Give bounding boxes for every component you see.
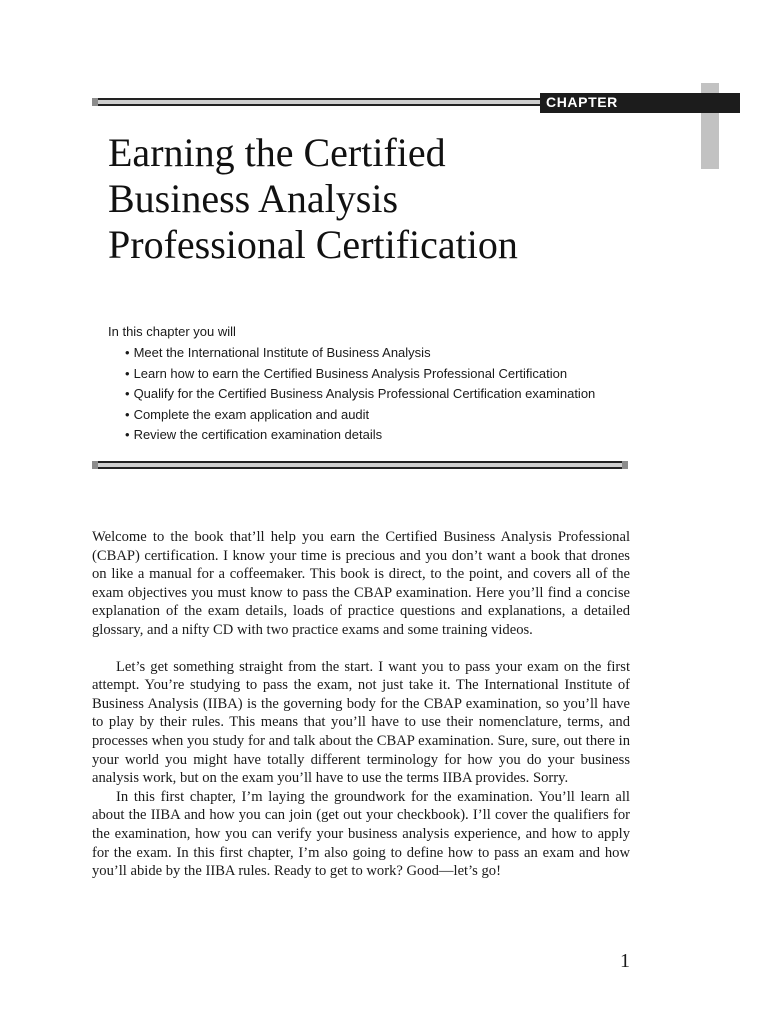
paragraph-pass-exam: Let’s get something straight from the start. I want you to pass your exam on the first attempt. You’re studying to pass the exam, not just take it. The International Institute of Business Analysis (IIBA) is the governing body for the CBAP examination, so you’ll have to play by their rules. This means that you’ll have to use their nomenclature, terms, and processes when you study for and talk about the CBAP examination. Sure, sure, out there in your world you might have totally different terminology for how you do your business analysis work, but on the exam you’ll have to use the terms IIBA provides. Sorry. [92,658,630,787]
objective-text: Qualify for the Certified Business Analysis Professional Certification examination [133,386,596,401]
chapter-title-line-1: Earning the Certified [108,130,446,175]
objectives-intro: In this chapter you will [108,324,236,339]
chapter-objectives [108,322,668,446]
chapter-title [108,130,668,268]
objective-item [125,343,668,364]
objective-text: Learn how to earn the Certified Business Analysis Professional Certification [133,365,568,381]
objective-item [125,425,668,446]
objective-item [125,384,668,405]
objective-item [125,405,668,426]
objective-text: Complete the exam application and audit [133,406,370,422]
chapter-title-line-3: Professional Certification [108,222,518,267]
bullet-icon: • [125,386,130,401]
objective-item [125,364,668,385]
bottom-rule-cap-left [92,461,98,469]
body-text [92,528,630,881]
bottom-rule-cap-right [622,461,628,469]
chapter-title-line-2: Business Analysis [108,176,399,221]
objective-text: Review the certification examination details [133,427,383,442]
top-rule [92,98,544,106]
top-rule-cap [92,98,98,106]
bullet-icon: • [125,427,130,442]
paragraph-chapter-overview: In this first chapter, I’m laying the groundwork for the examination. You’ll learn all about the IIBA and how you can join (get out your checkbook). I’ll cover the qualifiers for the examination, how you can verify your business analysis experience, and how to apply for the exam. In this first chapter, I’m also going to define how to pass an exam and how you’ll abide by the IIBA rules. Ready to get to work? Good—let’s go! [92,788,630,880]
paragraph-welcome: Welcome to the book that’ll help you earn the Certified Business Analysis Professional (CBAP) certification. I know your time is precious and you don’t want a book that drones on like a manual for a coffeemaker. This book is direct, to the point, and covers all of the exam objectives you must know to pass the CBAP examination. Here you’ll find a concise explanation of the exam details, loads of practice questions and explanations, a detailed glossary, and a nifty CD with two practice exams and some training videos. [92,529,630,638]
bullet-icon: • [125,365,130,381]
bullet-icon: • [125,345,130,360]
chapter-label: CHAPTER [546,94,618,110]
page-number: 1 [620,950,630,972]
bullet-icon: • [125,406,130,422]
objectives-list [108,343,668,446]
objective-text: Meet the International Institute of Business Analysis [133,345,431,360]
bottom-rule [92,461,628,469]
